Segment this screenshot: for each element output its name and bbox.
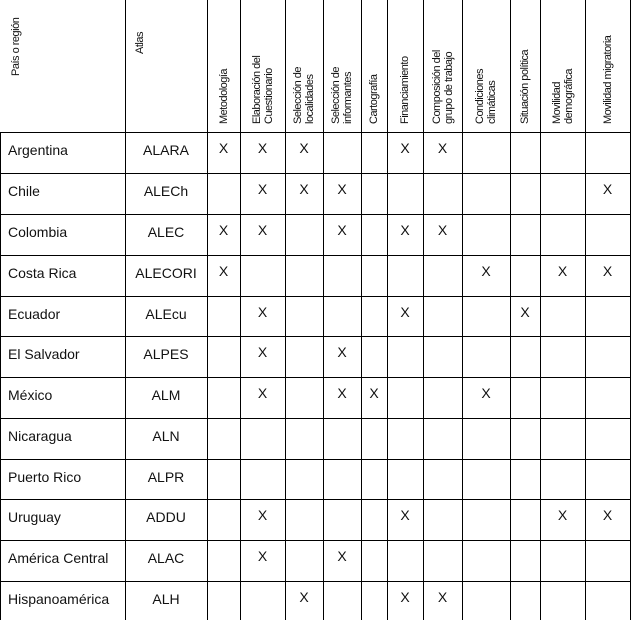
grid-line-vertical	[423, 0, 424, 620]
header-criterion-line: Elaboración del	[250, 55, 263, 124]
grid-line-horizontal	[0, 296, 631, 297]
header-criterion	[251, 56, 275, 124]
check-mark: X	[369, 385, 379, 401]
check-mark: X	[299, 181, 309, 197]
check-mark: X	[400, 589, 410, 605]
country-cell: Hispanoamérica	[8, 591, 110, 607]
atlas-cell: ALM	[151, 387, 181, 403]
country-cell: Puerto Rico	[8, 469, 82, 485]
check-mark: X	[337, 344, 347, 360]
grid-line-vertical	[0, 132, 1, 620]
check-mark: X	[437, 222, 448, 238]
check-mark: X	[602, 181, 613, 197]
header-criterion-line: climáticas	[486, 80, 498, 124]
grid-line-vertical	[462, 0, 463, 620]
atlas-cell: ADDU	[146, 509, 186, 525]
header-criterion-line: Composición del	[430, 50, 443, 124]
check-mark: X	[299, 589, 309, 605]
grid-line-horizontal	[0, 418, 631, 419]
check-mark: X	[602, 263, 613, 279]
header-atlas-label: Atlas	[134, 32, 146, 54]
check-mark: X	[520, 304, 530, 320]
grid-line-vertical	[585, 0, 586, 620]
check-mark: X	[400, 222, 410, 238]
atlas-cell: ALPR	[147, 469, 185, 485]
check-mark: X	[400, 304, 410, 320]
country-cell: Argentina	[8, 142, 68, 158]
atlas-cell: ALN	[152, 428, 180, 444]
grid-line-horizontal	[0, 255, 631, 256]
grid-line-vertical	[323, 0, 324, 620]
check-mark: X	[257, 181, 268, 197]
header-criterion	[218, 69, 230, 124]
check-mark: X	[337, 181, 347, 197]
grid-line-vertical	[207, 0, 208, 620]
grid-line-vertical	[361, 0, 362, 620]
grid-line-vertical	[285, 0, 286, 620]
grid-line-horizontal	[0, 132, 631, 133]
check-mark: X	[218, 140, 229, 156]
grid-line-vertical	[387, 0, 388, 620]
check-mark: X	[481, 263, 491, 279]
check-mark: X	[400, 140, 410, 156]
check-mark: X	[257, 304, 268, 320]
header-criterion-line: Selección de	[330, 67, 342, 124]
check-mark: X	[257, 140, 268, 156]
atlas-cell: ALECh	[143, 183, 189, 199]
header-criterion	[602, 36, 614, 124]
check-mark: X	[337, 385, 347, 401]
check-mark: X	[437, 140, 448, 156]
atlas-cell: ALEcu	[145, 306, 187, 322]
country-cell: Nicaragua	[8, 428, 72, 444]
header-criterion-line: Condiciones	[474, 68, 486, 124]
header-criterion-line: informantes	[342, 72, 354, 124]
header-criterion	[431, 50, 455, 124]
header-criterion-line: demográfica	[562, 68, 575, 124]
header-criterion-line: Movilidad	[550, 82, 563, 124]
header-criterion	[519, 50, 531, 124]
check-mark: X	[337, 548, 347, 564]
check-mark: X	[257, 344, 268, 360]
header-atlas	[134, 32, 146, 54]
country-cell: Chile	[8, 183, 40, 199]
check-mark: X	[481, 385, 491, 401]
header-criterion	[474, 69, 498, 124]
grid-line-horizontal	[0, 377, 631, 378]
check-mark: X	[218, 263, 229, 279]
grid-line-vertical	[510, 0, 511, 620]
check-mark: X	[557, 263, 568, 279]
header-criterion	[368, 74, 380, 124]
check-mark: X	[400, 507, 410, 523]
header-criterion	[330, 67, 354, 124]
header-criterion-line: Selección de	[292, 67, 304, 124]
country-cell: América Central	[8, 550, 109, 566]
check-mark: X	[257, 507, 268, 523]
check-mark: X	[218, 222, 229, 238]
header-country	[10, 18, 22, 76]
atlas-cell: ALH	[152, 591, 180, 607]
check-mark: X	[257, 548, 268, 564]
grid-line-horizontal	[0, 173, 631, 174]
header-criterion-line: Cuestionario	[262, 68, 275, 124]
check-mark: X	[602, 507, 613, 523]
atlas-cell: ALAC	[147, 550, 185, 566]
grid-line-horizontal	[0, 459, 631, 460]
header-criterion-line: localidades	[304, 74, 316, 124]
atlas-cell: ALPES	[143, 346, 189, 362]
check-mark: X	[299, 140, 309, 156]
check-mark: X	[257, 385, 268, 401]
check-mark: X	[337, 222, 347, 238]
header-country-label: País o región	[10, 17, 22, 76]
atlas-cell: ALARA	[143, 142, 189, 158]
header-criterion-line: Metodología	[217, 68, 230, 124]
header-criterion-line: Cartografía	[368, 74, 380, 124]
grid-line-horizontal	[0, 336, 631, 337]
atlas-cell: ALECORI	[135, 265, 197, 281]
country-cell: México	[8, 387, 53, 403]
grid-line-vertical	[540, 0, 541, 620]
header-criterion	[292, 67, 316, 124]
grid-line-vertical	[240, 0, 241, 620]
grid-line-horizontal	[0, 499, 631, 500]
grid-line-horizontal	[0, 540, 631, 541]
country-cell: El Salvador	[8, 346, 80, 362]
grid-line-horizontal	[0, 214, 631, 215]
header-criterion-line: Financiamiento	[399, 56, 411, 124]
header-criterion	[551, 69, 575, 124]
grid-line-horizontal	[0, 581, 631, 582]
check-mark: X	[437, 589, 448, 605]
country-cell: Ecuador	[8, 306, 61, 322]
header-criterion-line: grupo de trabajo	[442, 51, 455, 124]
country-cell: Costa Rica	[8, 265, 77, 281]
check-mark: X	[557, 507, 568, 523]
header-criterion-line: Situación política	[519, 49, 531, 124]
check-mark: X	[257, 222, 268, 238]
header-criterion-line: Movilidad migratoria	[601, 35, 614, 124]
header-criterion	[399, 56, 411, 124]
atlas-cell: ALEC	[147, 224, 185, 240]
country-cell: Colombia	[8, 224, 68, 240]
country-cell: Uruguay	[8, 509, 61, 525]
